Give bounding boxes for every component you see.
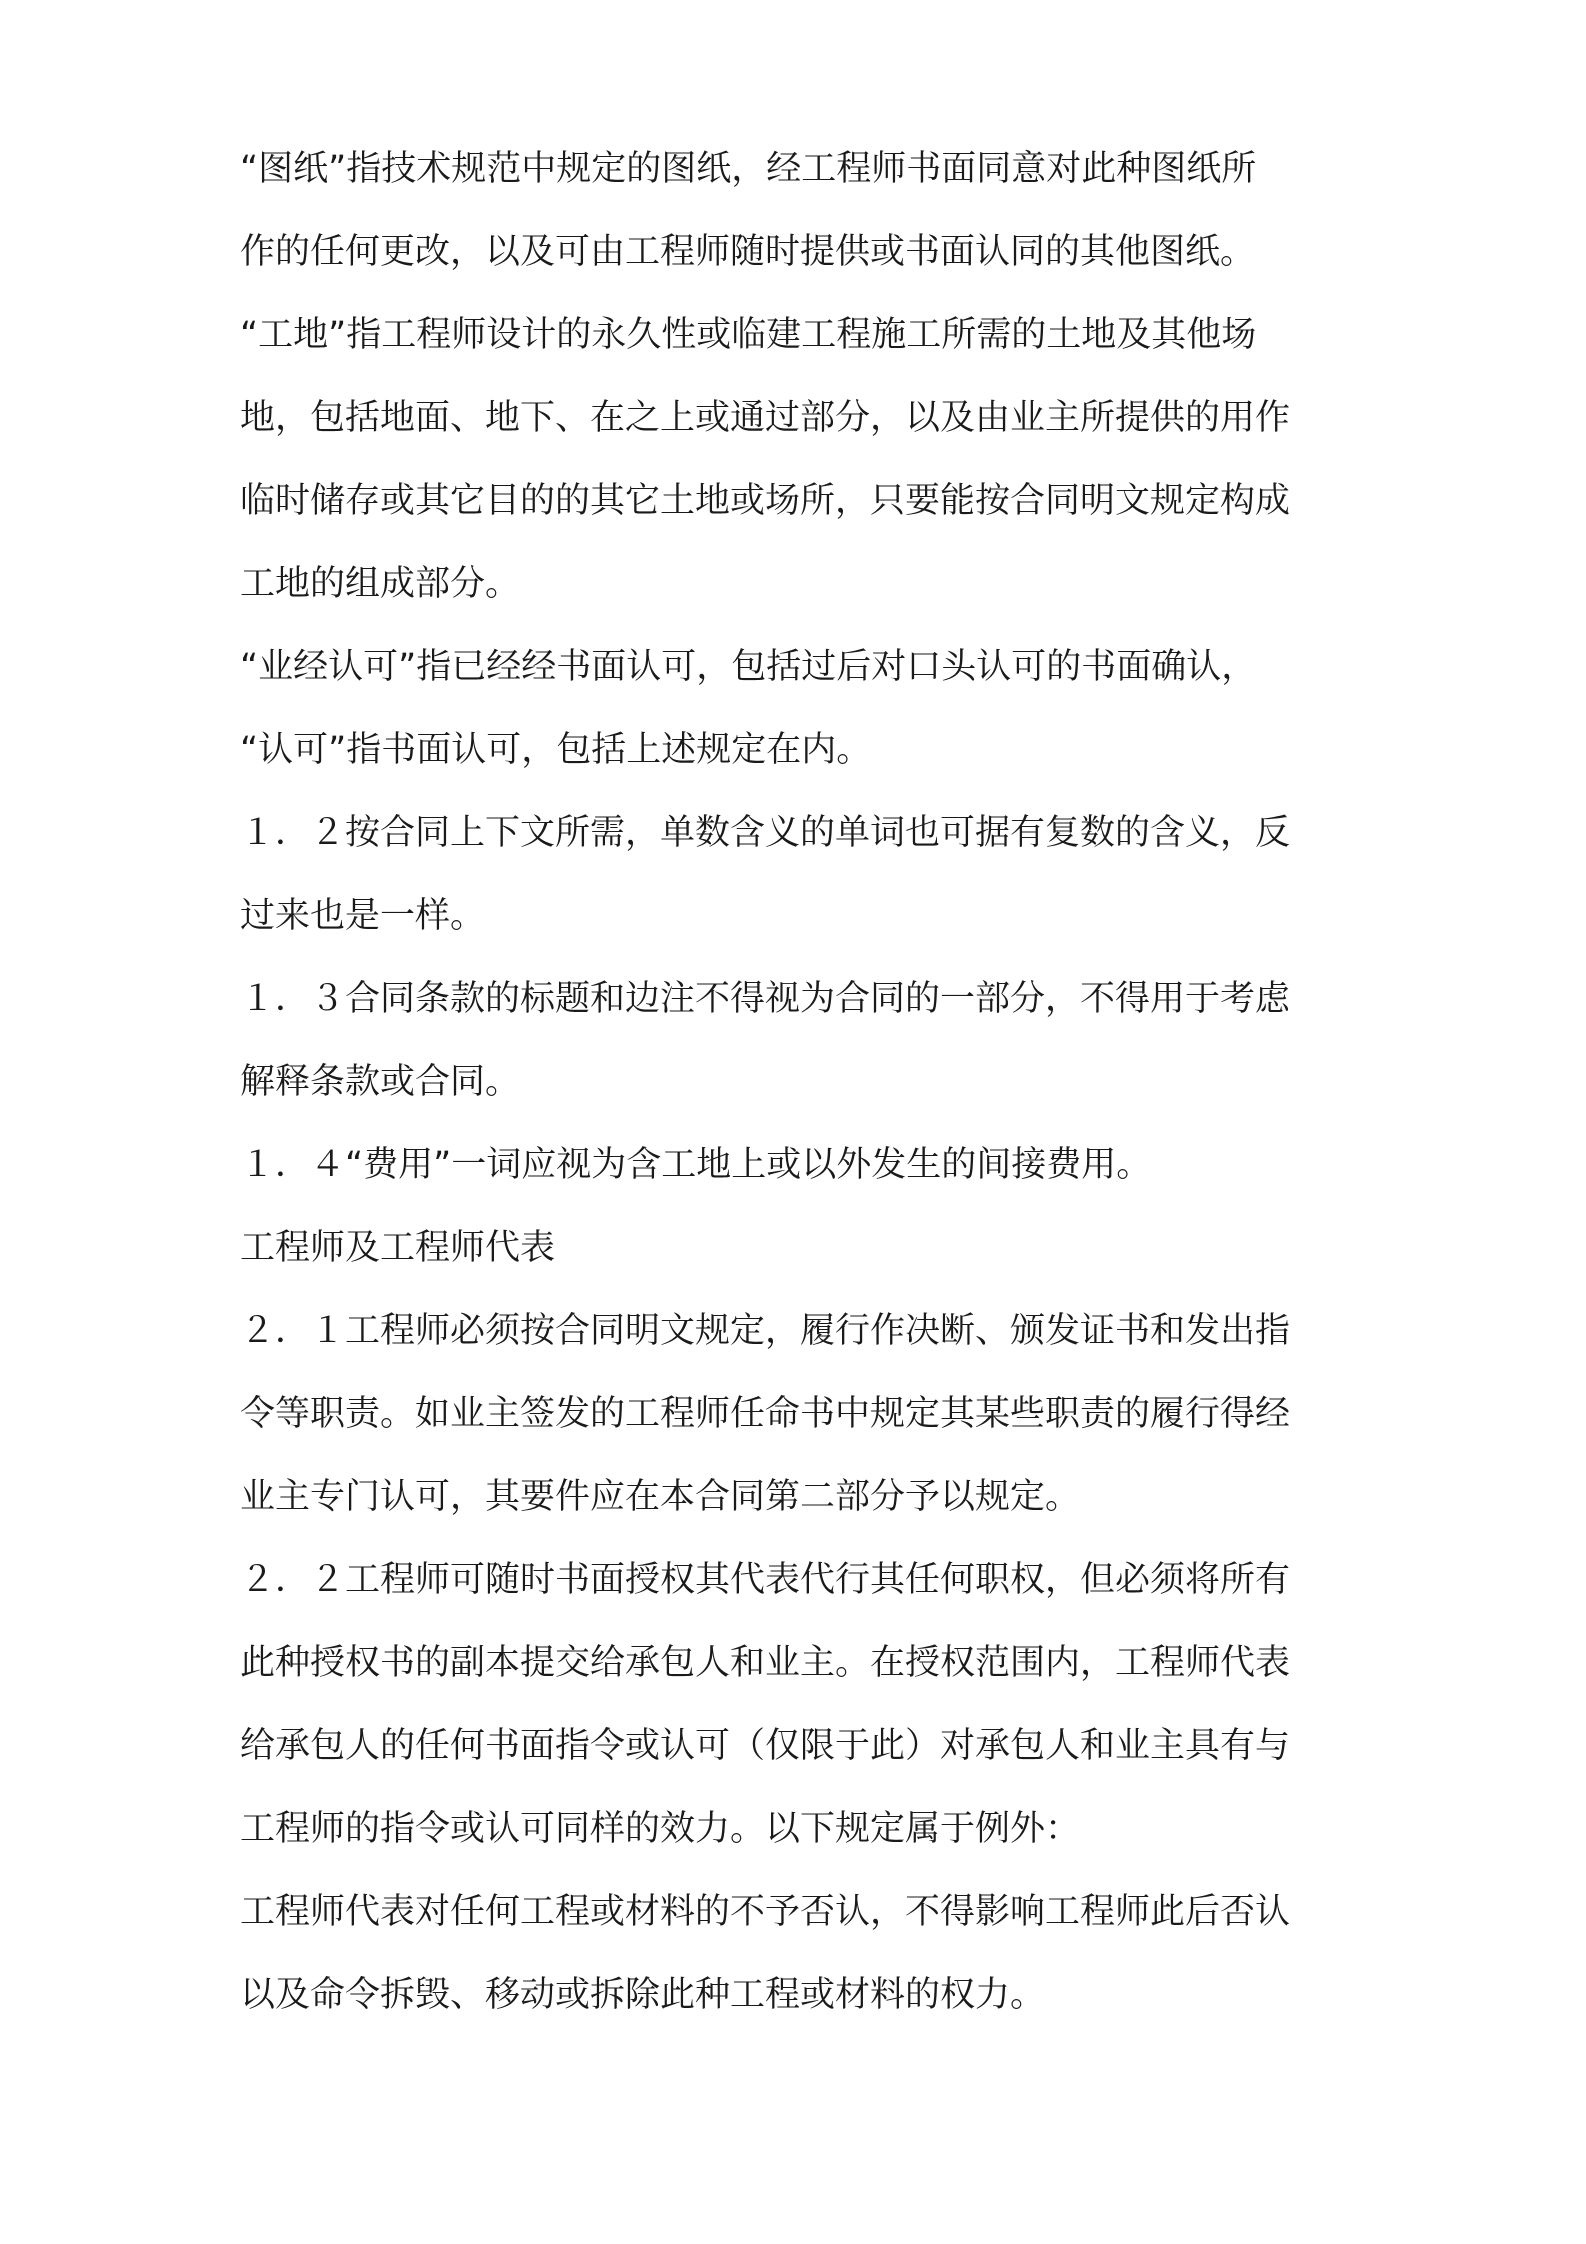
text-line: 作的任何更改，以及可由工程师随时提供或书面认同的其他图纸。 (240, 232, 1256, 272)
text-line: 工程师的指令或认可同样的效力。以下规定属于例外： (240, 1809, 1081, 1849)
text-line: ２．２工程师可随时书面授权其代表代行其任何职权，但必须将所有 (240, 1560, 1291, 1600)
text-line: 业主专门认可，其要件应在本合同第二部分予以规定。 (240, 1477, 1081, 1517)
text-line: “认可”指书面认可，包括上述规定在内。 (240, 730, 872, 770)
text-line: “工地”指工程师设计的永久性或临建工程施工所需的土地及其他场 (240, 315, 1257, 355)
text-line: 以及命令拆毁、移动或拆除此种工程或材料的权力。 (240, 1975, 1046, 2015)
document-body (240, 128, 1358, 2037)
text-line: 临时储存或其它目的的其它土地或场所，只要能按合同明文规定构成 (240, 481, 1291, 521)
text-line: 工地的组成部分。 (240, 564, 521, 604)
text-line: １．２按合同上下文所需，单数含义的单词也可据有复数的含义，反 (240, 813, 1291, 853)
text-line: “业经认可”指已经经书面认可，包括过后对口头认可的书面确认， (240, 647, 1257, 687)
text-line: 令等职责。如业主签发的工程师任命书中规定其某些职责的履行得经 (240, 1394, 1291, 1434)
text-line: “图纸”指技术规范中规定的图纸，经工程师书面同意对此种图纸所 (240, 149, 1257, 189)
text-line: 地，包括地面、地下、在之上或通过部分，以及由业主所提供的用作 (240, 398, 1291, 438)
text-line: ２．１工程师必须按合同明文规定，履行作决断、颁发证书和发出指 (240, 1311, 1291, 1351)
text-line: １．４“费用”一词应视为含工地上或以外发生的间接费用。 (240, 1145, 1152, 1185)
text-line: 过来也是一样。 (240, 896, 486, 936)
section-heading: 工程师及工程师代表 (240, 1228, 556, 1268)
text-line: 工程师代表对任何工程或材料的不予否认，不得影响工程师此后否认 (240, 1892, 1291, 1932)
text-line: １．３合同条款的标题和边注不得视为合同的一部分，不得用于考虑 (240, 979, 1291, 1019)
text-line: 解释条款或合同。 (240, 1062, 521, 1102)
text-line: 给承包人的任何书面指令或认可（仅限于此）对承包人和业主具有与 (240, 1726, 1291, 1766)
text-line: 此种授权书的副本提交给承包人和业主。在授权范围内，工程师代表 (240, 1643, 1291, 1683)
